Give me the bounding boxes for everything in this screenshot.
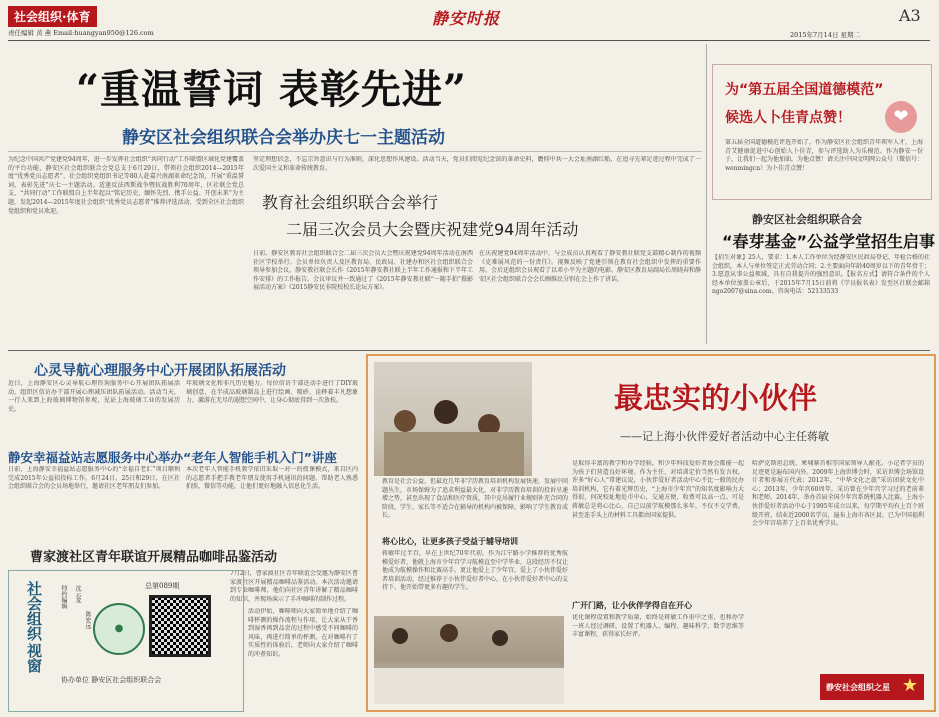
editor-line: 责任编辑 黄 燕 Email:huangyan950@126.com (8, 29, 154, 37)
ad-side-1: 特约编辑 (60, 585, 67, 609)
inset-title-1: 教育社会组织联合会举行 (262, 193, 439, 212)
feature-column-2b: 优化课程设置和教学质量，始终是蒋敏工作重中之重，也和办学一班人经过调研，设置了机器人、编程、趣味科学、数学思维等丰富课程，获得家长好评。 (572, 614, 744, 639)
ad-editors-2 (83, 611, 92, 629)
feature-intro: 教育是社会公益，但最近几年非学历教育培训机构发展快速，发展中问题丛生，市场保姆为了追求利益最大化，对非学历教育培训的投诉呈递增之势，甚至出现了食品和医疗资质，其中克吊履行业规则补充合同的阶段，学生、家长等不适合在辅导的机构内被保障，影响了学生教育成长。 (382, 478, 568, 520)
children-photo (374, 362, 532, 476)
classroom-photo (374, 616, 564, 704)
inset-title-2: 二届三次会员大会暨庆祝建党94周年活动 (286, 220, 579, 239)
star-icon: ★ (901, 675, 918, 696)
psych-title: 心灵导航心理服务中心开展团队拓展活动 (34, 363, 286, 379)
ad-editors (73, 585, 82, 603)
moral-model-box (712, 64, 932, 200)
ad-issue: 总第089期 (145, 582, 180, 590)
feature-column-2: 是取得丰富的教学和办学经验，和少年科技爱好者协会都能一起为孩子们营造良好环境。作为主任，对培训定价当然有发言权，许多“好心人”常建议说，小伙伴爱好者活动中心不比一般的民办培训机构，它有着光辉历史，“上海市少年宫”的知名度影响力大得很，何况校址地处市中心，交通方便，收费可以高一点。可是蒋敏总是将心比心，自己以前学航模那么多年，不仅不交学费，甚至连手头上的材料工具都由国家提供。 (572, 460, 744, 519)
ad-side-credits (59, 585, 67, 609)
ngo-logo-icon: ● (93, 603, 145, 655)
issue-date: 2015年7月14日 星期二 (790, 31, 861, 39)
spring-kicker: 静安区社会组织联合会 (752, 213, 862, 226)
mid-rule (8, 350, 930, 351)
lead-rule (8, 151, 702, 152)
spring-title: “春芽基金”公益学堂招生启事 (722, 232, 936, 251)
qr-code-icon (149, 595, 211, 657)
ad-side-2: 沈云龙 (74, 585, 81, 603)
lead-headline: “重温誓词 表彰先进” (76, 66, 467, 113)
ad-org: 协办单位 静安区社会组织联合会 (61, 676, 162, 684)
star-tag (820, 674, 924, 700)
feature-subhead-2: 广开门路，让小伙伴学得自在开心 (572, 600, 692, 610)
spring-body: 【招生对象】25人，要求：1.本人工作单位为经静安区民政局登记、年检合格的社会组织，本人与单位签定正式劳动合同；2.主要面向年龄40周岁以下的青年骨干；3.愿意从事公益领域，具有自我提升的强烈意识。【报名方式】请符合条件的个人经本单位加盖公章后，于2015年7月15日前将《学员报名表》发至区社联会邮箱ngo2007@sina.com。咨询电话：52133533 (712, 254, 930, 296)
ad-title-2: 视窗 (25, 643, 43, 673)
psych-column-1: 近日，上海静安区心灵导航心理咨询服务中心开展团队拓展活动，组织区信访办干部开展心理减压团队拓展活动。活动当天，一行人来到上海玻璃博物馆参观，见证上海玻璃工业的发展历史。 (8, 380, 180, 413)
header-rule (8, 40, 930, 41)
welfare-column-1: 日前，上海静安幸福益站志愿服务中心的“幸福自老汇”项目顺利完成2015年公益招投标工作。6月24日、25日和29日，在区社会组织联合会的会员场地举行，邀请社区老年朋友们参加。 (8, 466, 180, 491)
feature-column-1: 蒋敏年过半百，早在上世纪70年代初，作为江宁路小学推荐的优秀航模爱好者，他就上海市少年宫学习航模直至中学毕业，这段经历不仅让他成为航模操作和比赛高手，更让他爱上了少年宫，爱上了小伙伴爱好者培训活动，经过推荐于小伙伴爱好者中心，在小伙伴爱好者中心的支持下，他开始带更多有趣的学生。 (382, 550, 568, 592)
section-header (8, 6, 97, 27)
ad-side-3: 陈宏远 (84, 611, 91, 629)
moral-title-2: 候选人卜佳青点赞！ (725, 110, 851, 126)
lead-column-1: 为纪念中国共产党建党94周年，进一步发挥社会组织“共同行动”工作联盟区域化党建覆盖的平台功能，静安区社会组织联合会党总支于6月29日，带领社会组织2014—2015年度“优秀党员志愿者”、社会组织党组织书记等80人赴嘉兴南湖革命纪念馆，开展“重温誓词，表彰先进”庆七一主题活动。适逢反法西斯战争暨抗战胜利70周年，区社联会党总支、“共同行动”工作联盟自上半年起以“铭记历史、缅怀先烈、携手公益、开创未来”为主题，发起2014—2015年度社会组织“优秀党员志愿者”推荐评选活动，受到全区社会组织党组织和党员欢迎。 (8, 156, 244, 215)
page-number: A3 (899, 6, 921, 25)
paper-masthead: 静安时报 (432, 9, 501, 28)
moral-title-1: 为“第五届全国道德模范” (725, 82, 884, 98)
lead-subhead: 静安区社会组织联合会举办庆七一主题活动 (122, 128, 445, 148)
star-tag-label: 静安社会组织之星 (826, 682, 890, 692)
moral-body: 第五届全国道德模范评选开始了，作为静安区社会组织青年领军人才，上海青艾健康促进中心创始人卜佳青，参与评选助人为乐模范。作为静安一份子，让我们一起为他加油，为他点赞！请关注中国文明网公众号（微信号：wenmingcn）为卜佳青点赞！ (725, 139, 923, 172)
inset-column-1: 日前，静安区教育社会组织联合会二届三次会员大会暨庆祝建党94周年活动在南西社区学校举行。会员单位负责人及区教育局、民政局、社建办和区社会组织联合会领导参加会议。静安教社联会长作《2015年静安教社联上半年工作通报和下半年工作安排》的工作报告。会议审议并一致通过了《2015年静安教社联“一随手拍”摄影展活动方案》《2015静安民非院校校长论坛方案》。 (253, 250, 473, 292)
feature-column-3: 哈萨克斯坦总统、柬埔寨首相等国家领导人献花。小记者学员的足迹更是遍布国内外。2009年上海世博会时，采访世博会场馆设计者和参展方代表；2012年，“中华文化之旅”采访团获文化中心；2013年，少年宫60周年，采访曾在少年宫学习过的老前辈和老师。2014年，举办首届全国少年宫系统机器人比赛。上海小伙伴爱好者活动中心于1995年成立以来，每学期平均有上百个班级开班，结业近2000名学员，遍布上海市各区县，已为中国福利会少年宫培养了上百名优秀学员。 (752, 460, 924, 528)
welfare-title: 静安幸福益站志愿服务中心举办“老年人智能手机入门”讲座 (8, 450, 337, 465)
feature-title: 最忠实的小伙伴 (614, 381, 818, 415)
inset-column-2: 在庆祝建党94周年活动中，与会成员认真观看了静安教社联党支部精心制作的视频《克难展风范的一份责任》。视频反映了党建引领在教育社会组织中发挥的重要作用。会后还组织会员观看了以邓小平为主题的电影。静安区教育局副局长周晓春和静安区社会组织联合会会长顾维民分别在会上作了讲话。 (479, 250, 701, 283)
section-title: 社会组织·体育 (8, 6, 97, 27)
psych-column-2: 年玻璃文化和非凡历史魅力。每位信访干部还动手进行了DIY玻璃创意，在半成品玻璃制品上进行绘画、喷砂，诠释着丰凡想象力，激游在无尽的遐想空间中，让身心彻底得到一次放松。 (186, 380, 358, 405)
coffee-column-1: 7月2日，曹家渡社区青年联谊会受邀为静安区曹家渡社区开展精品咖啡品鉴活动。本次活动邀请到专业咖啡师，他们向社区青年讲解了精品咖啡的知识，并现场演示了手冲咖啡的制作过程。 (230, 570, 358, 603)
ad-title-1: 社会组织 (25, 581, 43, 641)
column-divider (706, 44, 707, 344)
feature-subhead-1-visible: 将心比心，让更多孩子受益于辅导培训 (382, 536, 518, 546)
social-org-ad (8, 570, 244, 712)
lead-column-2: 坚定理想信念，不忘宗旨意识与行为准则，深化思想作风建设。活动当天，党员们阅览纪念馆的革命史料，瞻仰中共一大会址南湖红船，在追寻先辈足迹过程中完成了一次爱国主义和革命传统教育。 (253, 156, 701, 172)
ad-vertical-title (15, 581, 53, 673)
feature-box (366, 354, 936, 712)
feature-subtitle: ——记上海小伙伴爱好者活动中心主任蒋敏 (620, 430, 829, 443)
welfare-column-2: 本次老年人智能手机教学依旧采取一对一的授课模式，来自区内的志愿者手把手教老年朋友使用手机通讯的问题，帮助老人熟悉拍照、微信等功能，让他们更好地融入信息化生活。 (186, 466, 358, 491)
thumbs-up-icon: ❤ (885, 101, 917, 133)
coffee-column-2: 活动伊始，咖啡师向大家简单地介绍了咖啡杯测的操作流程与作用，让大家从干香到湿香再到品尝的过程中感受不同咖啡的风味，再进行简单的杯测。在对咖啡有了实质性的体验后，老师向大家介绍了咖啡的冲煮知识。 (248, 608, 358, 658)
coffee-title: 曹家渡社区青年联谊开展精品咖啡品鉴活动 (30, 550, 278, 565)
